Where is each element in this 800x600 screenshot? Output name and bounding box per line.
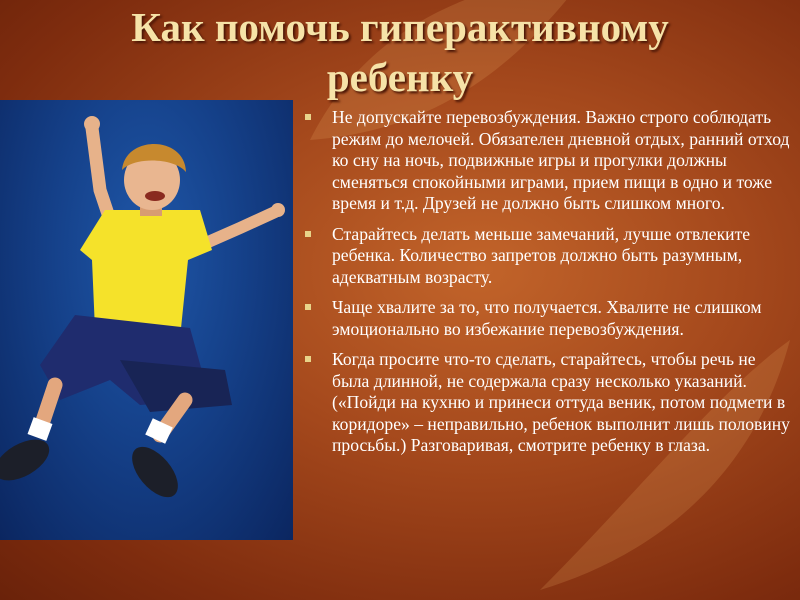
square-bullet-icon [305, 114, 311, 120]
list-item [305, 224, 795, 289]
bullet-text: Не допускайте перевозбуждения. Важно строго соблюдать режим до мелочей. Обязателен дневной отдых, ранний отход ко сну на ночь, подвижные игры и прогулки должны сменяться спокойными играми, прием пищи в одно и тоже время и т.д. Друзей не должно быть слишком много. [332, 107, 790, 213]
advice-list [305, 107, 795, 466]
list-item [305, 107, 795, 215]
slide-title: Как помочь гиперактивному ребенку [131, 4, 669, 100]
square-bullet-icon [305, 304, 311, 310]
bullet-text: Когда просите что-то сделать, старайтесь, чтобы речь не была длинной, не содержала сразу несколько указаний. («Пойди на кухню и принеси оттуда веник, потом подмети в коридоре» – неправильно, ребенок выполнит лишь половину просьбы.) Разговаривая, смотрите ребенку в глаза. [332, 349, 790, 455]
square-bullet-icon [305, 356, 311, 362]
bullet-text: Старайтесь делать меньше замечаний, лучше отвлеките ребенка. Количество запретов должно быть разумным, адекватным возрасту. [332, 223, 751, 287]
jumping-boy-photo [0, 100, 293, 540]
square-bullet-icon [305, 231, 311, 237]
list-item [305, 297, 795, 340]
list-item [305, 349, 795, 457]
bullet-text: Чаще хвалите за то, что получается. Хвалите не слишком эмоционально во избежание перевозбуждения. [332, 297, 762, 339]
